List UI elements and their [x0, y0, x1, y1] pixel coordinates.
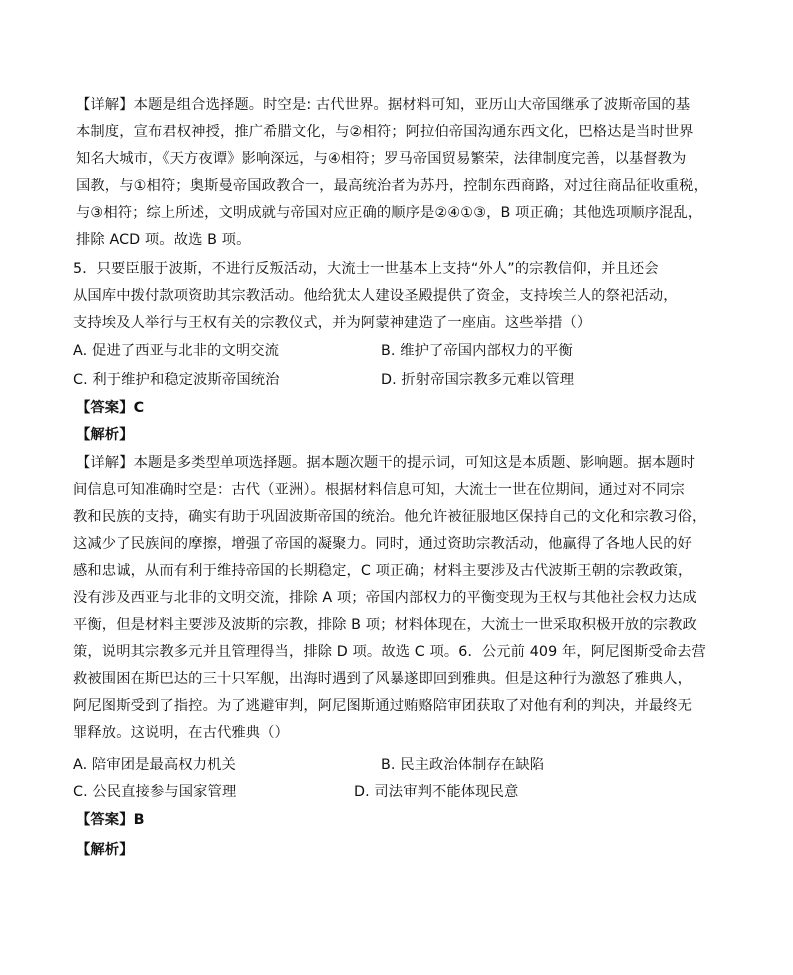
q4-detail-line-4: 国教，与①相符；奥斯曼帝国政教合一，最高统治者为苏丹，控制东西商路，对过往商品征收重税，: [76, 178, 708, 194]
q5-detail-line-5: 感和忠诚，从而有利于维持帝国的长期稳定，C 项正确；材料主要涉及古代波斯王朝的宗教政策，: [73, 563, 693, 579]
q5-detail-line-4: 这减少了民族间的摩擦，增强了帝国的凝聚力。同时，通过资助宗教活动，他赢得了各地人民的好: [73, 536, 693, 552]
q5-detail-line-7: 平衡，但是材料主要涉及波斯的宗教，排除 B 项；材料体现在，大流士一世采取积极开放的宗教政: [73, 617, 697, 633]
q5-option-a: A. 促进了西亚与北非的文明交流: [73, 343, 280, 359]
q5-stem-line-2: 从国库中拨付款项资助其宗教活动。他给犹太人建设圣殿提供了资金，支持埃兰人的祭祀活动，: [73, 288, 678, 304]
q4-detail-line-1: 【详解】本题是组合选择题。时空是: 古代世界。据材料可知，亚历山大帝国继承了波斯帝国的基: [76, 97, 691, 113]
q6-option-c: C. 公民直接参与国家管理: [73, 784, 237, 800]
q4-detail-line-2: 本制度，宣布君权神授，推广希腊文化，与②相符；阿拉伯帝国沟通东西文化，巴格达是当时世界: [76, 124, 694, 140]
q6-option-b: B. 民主政治体制存在缺陷: [381, 757, 545, 773]
q6-answer: 【答案】B: [76, 812, 145, 828]
q6-stem-line-2: 阿尼图斯受到了指控。为了逃避审判，阿尼图斯通过贿赂陪审团获取了对他有利的判决，并最终无: [73, 698, 693, 714]
q6-stem-line-3: 罪释放。这说明，在古代雅典（）: [73, 725, 289, 741]
q5-detail-line-1: 【详解】本题是多类型单项选择题。据本题次题干的提示词，可知这是本质题、影响题。据本题时: [76, 455, 696, 471]
q6-analysis-heading: 【解析】: [76, 842, 134, 858]
q4-detail-line-3: 知名大城市，《天方夜谭》影响深远，与④相符；罗马帝国贸易繁荣，法律制度完善，以基督教为: [76, 151, 687, 167]
q6-option-a: A. 陪审团是最高权力机关: [73, 757, 236, 773]
q5-stem-line-1: 5．只要臣服于波斯，不进行反叛活动，大流士一世基本上支持“外人”的宗教信仰，并且还会: [73, 261, 659, 277]
q5-option-b: B. 维护了帝国内部权力的平衡: [381, 343, 573, 359]
q5-detail-line-3: 教和民族的支持，确实有助于巩固波斯帝国的统治。他允许被征服地区保持自己的文化和宗教习俗，: [73, 509, 707, 525]
q5-answer: 【答案】C: [76, 400, 145, 416]
q5-detail-line-6: 没有涉及西亚与北非的文明交流，排除 A 项；帝国内部权力的平衡变现为王权与其他社会权力达成: [73, 590, 697, 606]
q5-stem-line-3: 支持埃及人举行与王权有关的宗教仪式，并为阿蒙神建造了一座庙。这些举措（）: [73, 315, 592, 331]
q6-stem-line-1: 救被围困在斯巴达的三十只军舰，出海时遇到了风暴遂即回到雅典。但是这种行为激怒了雅典人，: [73, 671, 693, 687]
q4-detail-line-5: 与③相符；综上所述，文明成就与帝国对应正确的顺序是②④①③，B 项正确；其他选项顺序混乱，: [76, 205, 703, 221]
q6-option-d: D. 司法审判不能体现民意: [354, 784, 519, 800]
q4-detail-line-6: 排除 ACD 项。故选 B 项。: [76, 232, 251, 248]
q5-analysis-heading: 【解析】: [76, 427, 134, 443]
q5-option-d: D. 折射帝国宗教多元难以管理: [381, 372, 575, 388]
q5-detail-line-2: 间信息可知准确时空是：古代（亚洲）。根据材料信息可知，大流士一世在位期间，通过对不同宗: [73, 482, 685, 498]
q5-detail-line-8: 策，说明其宗教多元并且管理得当，排除 D 项。故选 C 项。6．公元前 409 年，阿尼图斯受命去营: [73, 644, 706, 660]
q5-option-c: C. 利于维护和稳定波斯帝国统治: [73, 372, 280, 388]
